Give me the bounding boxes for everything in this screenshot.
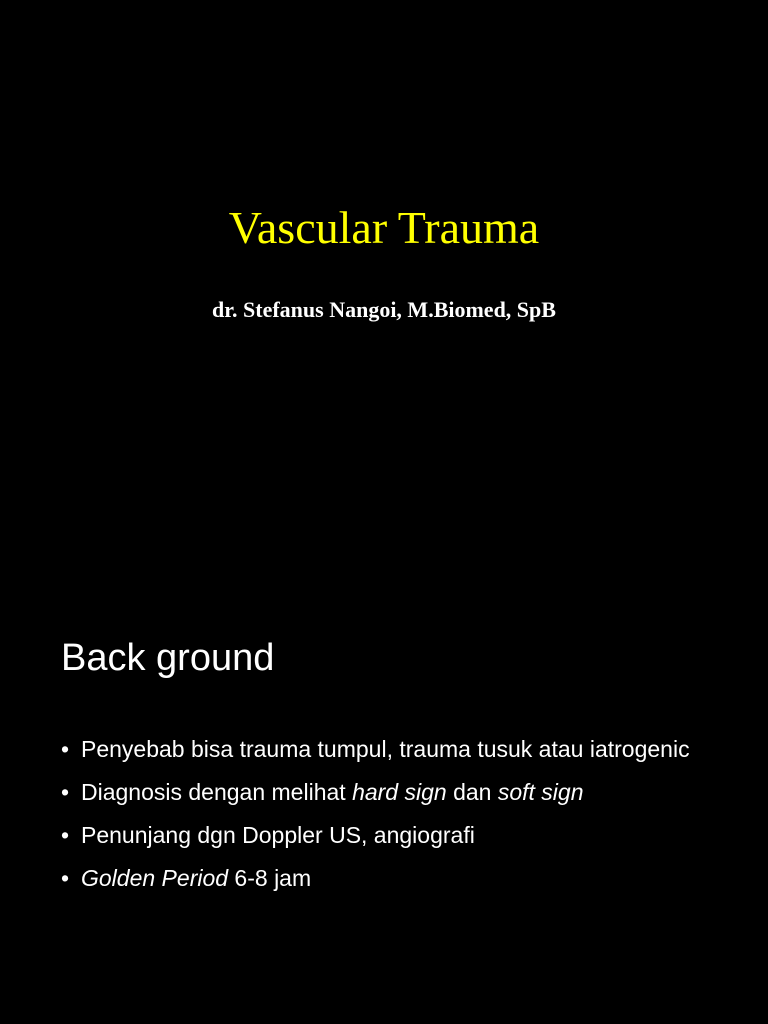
list-item-emphasis: hard sign	[352, 779, 447, 805]
presenter-name: dr. Stefanus Nangoi, M.Biomed, SpB	[212, 297, 556, 322]
list-item	[61, 820, 721, 851]
bullet-dot: •	[61, 736, 70, 762]
bullet-list	[61, 734, 721, 906]
bullet-dot: •	[61, 779, 70, 805]
list-item-text: dan	[446, 779, 498, 805]
list-item	[61, 777, 721, 808]
list-item-text: Diagnosis dengan melihat	[81, 779, 353, 805]
list-item	[61, 734, 721, 765]
bullet-dot: •	[61, 822, 70, 848]
list-item-text: 6-8 jam	[228, 865, 312, 891]
background-slide	[0, 512, 768, 1024]
list-item-text: Penunjang dgn Doppler US, angiografi	[81, 822, 475, 848]
bullet-dot: •	[61, 865, 70, 891]
presentation-title: Vascular Trauma	[228, 202, 540, 253]
list-item-emphasis: Golden Period	[81, 865, 229, 891]
list-item-text: Penyebab bisa trauma tumpul, trauma tusuk atau iatrogenic	[81, 736, 690, 762]
list-item	[61, 863, 721, 894]
slide-heading: Back ground	[61, 637, 275, 679]
list-item-emphasis: soft sign	[497, 779, 584, 805]
